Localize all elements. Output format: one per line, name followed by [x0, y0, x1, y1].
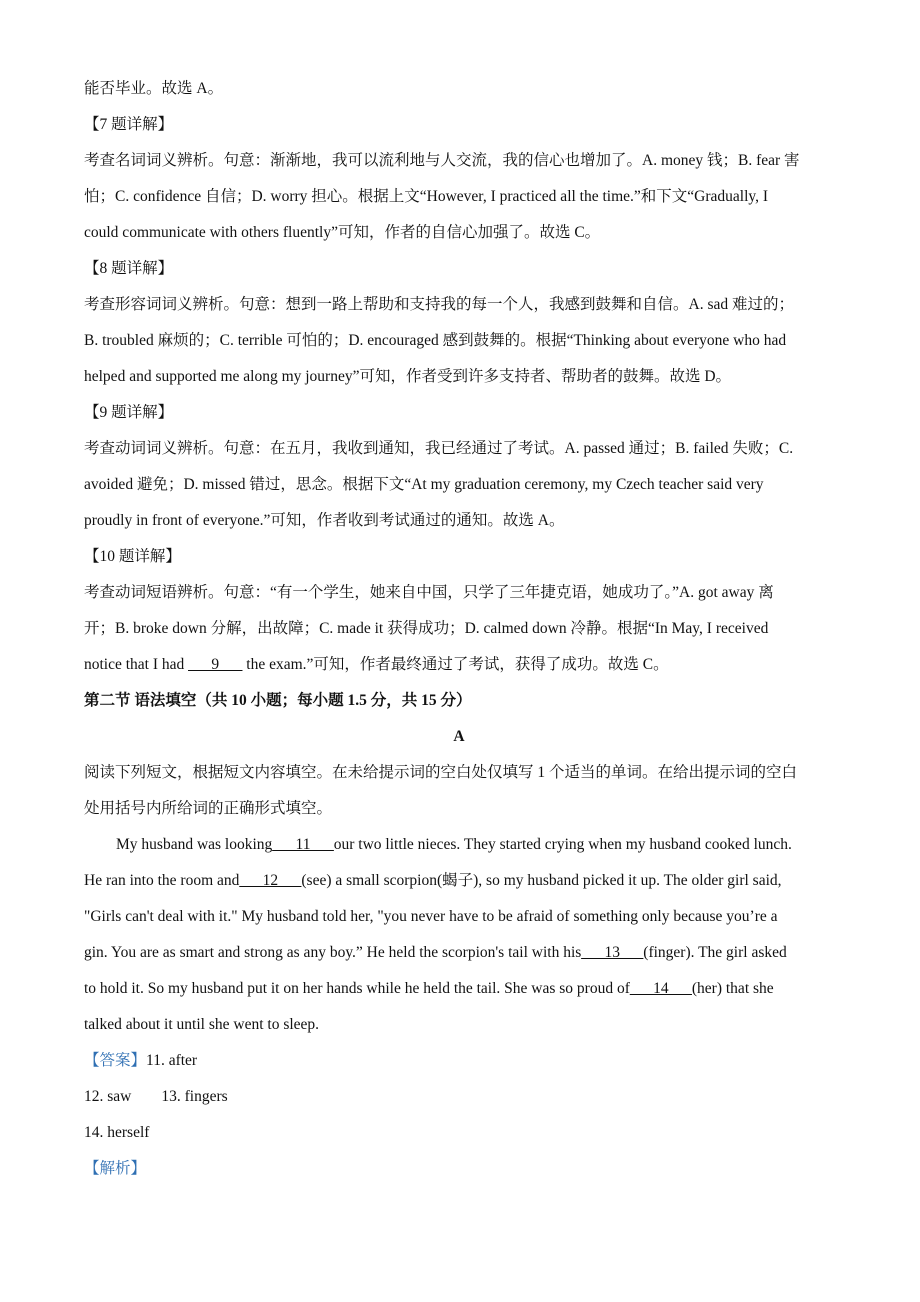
passage-line [84, 827, 834, 863]
answer-label: 【答案】 [84, 1052, 147, 1069]
answer-line [84, 1079, 834, 1115]
passage-line: "Girls can't deal with it." My husband told her, "you never have to be afraid of something only because you’re a [84, 908, 778, 925]
answer-11: 11. after [146, 1052, 198, 1069]
text-line: B. troubled 麻烦的；C. terrible 可怕的；D. encouraged 感到鼓舞的。根据“Thinking about everyone who had [84, 332, 787, 349]
text-segment: the exam.”可知，作者最终通过了考试，获得了成功。故选 C。 [242, 656, 669, 673]
text-line: 考查动词短语辨析。句意：“有一个学生，她来自中国，只学了三年捷克语，她成功了。”A. got away 离 [84, 584, 774, 601]
blank-13: ___13___ [581, 944, 644, 961]
text-line: proudly in front of everyone.”可知，作者收到考试通过的通知。故选 A。 [84, 512, 565, 529]
text-segment: (see) a small scorpion(蝎子), so my husband picked it up. The older girl said, [301, 872, 782, 889]
text-segment: gin. You are as smart and strong as any boy.” He held the scorpion's tail with his [84, 944, 582, 961]
answer-13: 13. fingers [161, 1088, 228, 1105]
text-segment: My husband was looking [116, 836, 273, 853]
blank-12: ___12___ [239, 872, 302, 889]
question-7-heading: 【7 题详解】 [84, 116, 174, 133]
passage-line: talked about it until she went to sleep. [84, 1016, 320, 1033]
text-segment: to hold it. So my husband put it on her hands while he held the tail. She was so proud of [84, 980, 630, 997]
text-segment: notice that I had [84, 656, 189, 673]
text-segment: (finger). The girl asked [643, 944, 787, 961]
text-line: avoided 避免；D. missed 错过，思念。根据下文“At my graduation ceremony, my Czech teacher said very [84, 476, 764, 493]
text-line: 考查动词词义辨析。句意：在五月，我收到通知，我已经通过了考试。A. passed 通过；B. failed 失败；C. [84, 440, 794, 457]
text-line: 考查形容词词义辨析。句意：想到一路上帮助和支持我的每一个人，我感到鼓舞和自信。A. sad 难过的； [84, 296, 794, 313]
question-9-heading: 【9 题详解】 [84, 404, 174, 421]
question-8-heading: 【8 题详解】 [84, 260, 174, 277]
instructions-line: 阅读下列短文，根据短文内容填空。在未给提示词的空白处仅填写 1 个适当的单词。在给出提示词的空白 [84, 764, 798, 781]
answer-line [84, 1115, 834, 1151]
text-line: could communicate with others fluently”可知，作者的自信心加强了。故选 C。 [84, 224, 601, 241]
answer-14: 14. herself [84, 1124, 150, 1141]
text-segment: (her) that she [691, 980, 774, 997]
answer-12: 12. saw [84, 1088, 132, 1105]
page-content [84, 71, 834, 1187]
blank-14: ___14___ [629, 980, 692, 997]
text-segment: He ran into the room and [84, 872, 240, 889]
text-line: helped and supported me along my journey”可知，作者受到许多支持者、帮助者的鼓舞。故选 D。 [84, 368, 732, 385]
blank-11: ___11___ [272, 836, 334, 853]
text-line: 怕；C. confidence 自信；D. worry 担心。根据上文“However, I practiced all the time.”和下文“Gradually, I [84, 188, 769, 205]
text-line: 能否毕业。故选 A。 [84, 80, 224, 97]
analysis-label: 【解析】 [84, 1160, 147, 1177]
text-segment: our two little nieces. They started crying when my husband cooked lunch. [333, 836, 792, 853]
question-10-heading: 【10 题详解】 [84, 548, 181, 565]
text-line: 考查名词词义辨析。句意：渐渐地，我可以流利地与人交流，我的信心也增加了。A. money 钱；B. fear 害 [84, 152, 800, 169]
passage-line [84, 935, 834, 971]
instructions-line: 处用括号内所给词的正确形式填空。 [84, 800, 333, 817]
section-title: 第二节 语法填空（共 10 小题；每小题 1.5 分，共 15 分） [84, 692, 472, 709]
passage-line [84, 863, 834, 899]
blank-9: ___9___ [188, 656, 243, 673]
passage-line [84, 971, 834, 1007]
text-line [84, 647, 834, 683]
answer-line [84, 1043, 834, 1079]
text-line: 开；B. broke down 分解，出故障；C. made it 获得成功；D. calmed down 冷静。根据“In May, I received [84, 620, 769, 637]
part-label: A [453, 728, 465, 745]
